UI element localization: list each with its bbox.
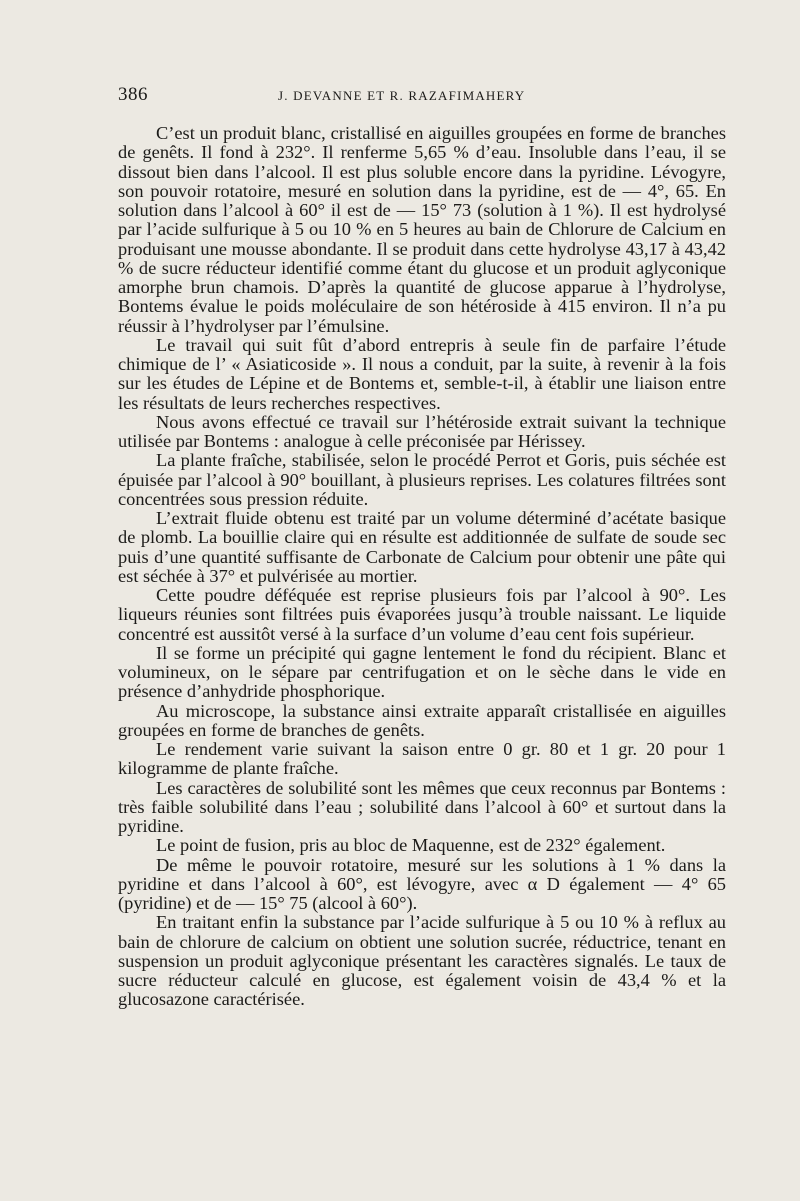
- running-head: J. DEVANNE ET R. RAZAFIMAHERY: [278, 88, 526, 103]
- body-text: [118, 124, 726, 1010]
- paragraph: Le point de fusion, pris au bloc de Maquenne, est de 232° également.: [156, 835, 666, 856]
- page-header: [118, 84, 718, 110]
- paragraph: L’extrait fluide obtenu est traité par un volume déterminé d’acétate basique de plomb. La bouillie claire qui en résulte est additionnée de sulfate de soude sec puis d’une quantité suffisante de Carbonate de Calcium pour obtenir une pâte qui est séchée à 37° et pulvérisée au mortier.: [118, 508, 726, 586]
- page-number: 386: [118, 84, 148, 105]
- paragraph: Les caractères de solubilité sont les mêmes que ceux reconnus par Bontems : très faible solubilité dans l’eau ; solubilité dans l’alcool à 60° et surtout dans la pyridine.: [118, 777, 726, 836]
- paragraph: En traitant enfin la substance par l’acide sulfurique à 5 ou 10 % à reflux au bain de chlorure de calcium on obtient une solution sucrée, réductrice, tenant en suspension un produit aglyconique présentant les caractères signalés. Le taux de sucre réducteur calculé en glucose, est également voisin de 43,4 % et la glucosazone caractérisée.: [118, 912, 726, 1010]
- paragraph: De même le pouvoir rotatoire, mesuré sur les solutions à 1 % dans la pyridine et dans l’alcool à 60°, est lévogyre, avec α D également — 4° 65 (pyridine) et de — 15° 75 (alcool à 60°).: [118, 854, 726, 913]
- paragraph: C’est un produit blanc, cristallisé en aiguilles groupées en forme de branches de genêts. Il fond à 232°. Il renferme 5,65 % d’eau. Insoluble dans l’eau, il se dissout bien dans l’alcool. Il est plus soluble encore dans la pyridine. Lévogyre, son pouvoir rotatoire, mesuré en solution dans la pyridine, est de — 4°, 65. En solution dans l’alcool à 60° il est de — 15° 73 (solution à 1 %). Il est hydrolysé par l’acide sulfurique à 5 ou 10 % en 5 heures au bain de Chlorure de Calcium en produisant une mousse abondante. Il se produit dans cette hydrolyse 43,17 à 43,42 % de sucre réducteur identifié comme étant du glucose et un produit aglyconique amorphe brun chamois. D’après la quantité de glucose apparue à l’hydrolyse, Bontems évalue le poids moléculaire de son hétéroside à 415 environ. Il n’a pu réussir à l’hydrolyser par l’émulsine.: [118, 123, 726, 336]
- paragraph: Au microscope, la substance ainsi extraite apparaît cristallisée en aiguilles groupées en forme de branches de genêts.: [118, 700, 726, 740]
- paragraph: Nous avons effectué ce travail sur l’hétéroside extrait suivant la technique utilisée par Bontems : analogue à celle préconisée par Hérissey.: [118, 411, 726, 451]
- paragraph: Cette poudre déféquée est reprise plusieurs fois par l’alcool à 90°. Les liqueurs réunies sont filtrées puis évaporées jusqu’à trouble naissant. Le liquide concentré est aussitôt versé à la surface d’un volume d’eau cent fois supérieur.: [118, 585, 726, 644]
- paragraph: La plante fraîche, stabilisée, selon le procédé Perrot et Goris, puis séchée est épuisée par l’alcool à 90° bouillant, à plusieurs reprises. Les colatures filtrées sont concentrées sous pression réduite.: [118, 450, 726, 509]
- paragraph: Le rendement varie suivant la saison entre 0 gr. 80 et 1 gr. 20 pour 1 kilogramme de plante fraîche.: [118, 739, 726, 779]
- paragraph: Le travail qui suit fût d’abord entrepris à seule fin de parfaire l’étude chimique de l’ « Asiaticoside ». Il nous a conduit, par la suite, à revenir à la fois sur les études de Lépine et de Bontems et, semble-t-il, à établir une liaison entre les résultats de leurs recherches respectives.: [118, 334, 726, 413]
- paragraph: Il se forme un précipité qui gagne lentement le fond du récipient. Blanc et volumineux, on le sépare par centrifugation et on le sèche dans le vide en présence d’anhydride phosphorique.: [118, 642, 726, 702]
